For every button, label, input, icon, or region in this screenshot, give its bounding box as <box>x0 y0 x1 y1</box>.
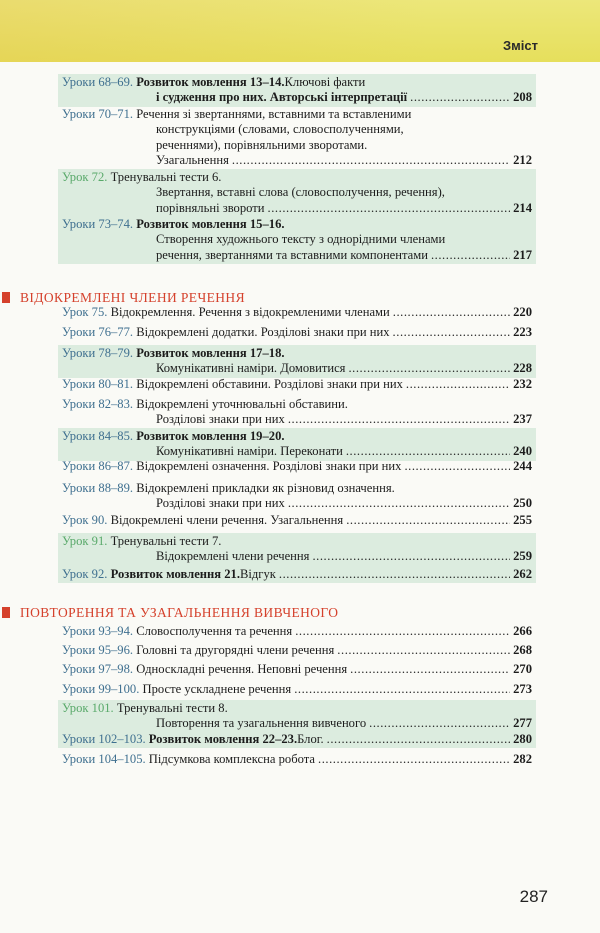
page-number: 287 <box>519 887 548 906</box>
header-shade <box>0 0 430 62</box>
entry-text: Звертання, вставні слова (словосполучення, речення), <box>156 185 445 200</box>
entry-text: Розвиток мовлення 22–23. <box>148 732 298 746</box>
entry-text: порівняльні звороти <box>156 200 265 215</box>
page-ref: 217 <box>513 247 532 262</box>
toc-entry <box>58 376 536 393</box>
lesson-label: Урок 75. <box>62 305 108 319</box>
entry-text: Словосполучення та речення <box>136 624 293 638</box>
entry-text: Розвиток мовлення 21. <box>110 567 240 581</box>
lesson-label: Уроки 73–74. <box>62 217 134 231</box>
entry-text: Тренувальні тести 6. <box>110 170 222 184</box>
lesson-label: Уроки 70–71. <box>62 107 134 121</box>
entry-line <box>62 201 532 216</box>
entry-text: Розвиток мовлення 19–20. <box>136 429 285 443</box>
toc-entry <box>58 304 536 321</box>
lesson-label: Уроки 99–100. <box>62 682 140 696</box>
toc-entry <box>58 681 536 698</box>
entry-line <box>62 122 532 137</box>
dot-leader <box>350 662 510 677</box>
entry-text: Розвиток мовлення 13–14. <box>136 75 285 89</box>
lesson-label: Уроки 88–89. <box>62 481 134 495</box>
section-title: ВІДОКРЕМЛЕНІ ЧЛЕНИ РЕЧЕННЯ <box>20 290 245 305</box>
entry-text: конструкціями (словами, словосполученнями, <box>156 122 404 137</box>
dot-leader <box>312 549 510 564</box>
section-title: ПОВТОРЕННЯ ТА УЗАГАЛЬНЕННЯ ВИВЧЕНОГО <box>20 605 339 620</box>
entry-line <box>62 185 532 200</box>
entry-line <box>62 217 532 232</box>
entry-line <box>62 429 532 444</box>
entry-text: Створення художнього тексту з однорідними членами <box>156 232 446 247</box>
header-bar <box>0 0 600 62</box>
lesson-label: Урок 90. <box>62 513 108 527</box>
lesson-label: Уроки 86–87. <box>62 459 134 473</box>
toc-entry <box>58 751 536 768</box>
lesson-label: Уроки 82–83. <box>62 397 134 411</box>
entry-line <box>62 481 532 496</box>
entry-text: Просте ускладнене речення <box>142 682 292 696</box>
entry-text: Відокремлені прикладки як різновид означення. <box>136 481 395 495</box>
entry-line <box>62 534 532 549</box>
page-ref: 250 <box>513 496 532 511</box>
page-ref: 240 <box>513 444 532 459</box>
entry-line <box>62 549 532 564</box>
lesson-label: Уроки 84–85. <box>62 429 134 443</box>
dot-leader <box>268 201 511 216</box>
entry-text: речення, звертаннями та вставними компонентами <box>156 247 428 262</box>
page-ref: 270 <box>513 662 532 676</box>
entry-line <box>62 716 532 731</box>
entry-line <box>62 232 532 247</box>
entry-line <box>62 346 532 361</box>
dot-leader <box>369 716 510 731</box>
entry-line <box>62 624 532 639</box>
toc-entry <box>58 512 536 529</box>
lesson-label: Урок 92. <box>62 567 108 581</box>
dot-leader <box>410 90 510 105</box>
dot-leader <box>294 682 510 697</box>
entry-text: Відокремлені члени речення <box>156 549 310 564</box>
entry-line <box>62 75 532 90</box>
toc-entry <box>58 700 536 733</box>
lesson-label: Урок 91. <box>62 534 108 548</box>
entry-text: Відокремлені члени речення. Узагальнення <box>110 513 344 527</box>
toc-entry <box>58 106 536 169</box>
page-ref: 259 <box>513 549 532 564</box>
dot-leader <box>232 153 510 168</box>
lesson-label: Уроки 97–98. <box>62 662 134 676</box>
page-ref: 212 <box>513 152 532 167</box>
toc-entry <box>58 345 536 378</box>
entry-text: Комунікативні наміри. Переконати <box>156 444 343 459</box>
dot-leader <box>288 412 510 427</box>
entry-line <box>62 412 532 427</box>
lesson-label: Урок 72. <box>62 170 108 184</box>
page-ref: 273 <box>513 682 532 696</box>
page-ref: 244 <box>513 459 532 473</box>
lesson-label: Уроки 76–77. <box>62 325 134 339</box>
dot-leader <box>288 496 510 511</box>
entry-text: і судження про них. Авторські інтерпретації <box>156 90 408 105</box>
toc-entry <box>58 661 536 678</box>
entry-text-tail: Відгук <box>240 567 276 581</box>
dot-leader <box>295 624 510 639</box>
entry-line <box>62 170 532 185</box>
toc-entry <box>58 642 536 659</box>
entry-line <box>62 643 532 658</box>
dot-leader <box>327 732 510 747</box>
page-ref: 255 <box>513 513 532 527</box>
entry-line <box>62 752 532 767</box>
entry-line <box>62 325 532 340</box>
toc-entry <box>58 533 536 566</box>
toc-entry <box>58 396 536 429</box>
page-ref: 266 <box>513 624 532 638</box>
entry-line <box>62 459 532 474</box>
entry-line <box>62 513 532 528</box>
dot-leader <box>279 567 510 582</box>
entry-line <box>62 107 532 122</box>
entry-text: Тренувальні тести 8. <box>116 701 228 715</box>
page-ref: 232 <box>513 377 532 391</box>
page-ref: 282 <box>513 752 532 766</box>
header-label: Зміст <box>503 38 538 53</box>
entry-text: Розвиток мовлення 17–18. <box>136 346 285 360</box>
entry-text: Односкладні речення. Неповні речення <box>136 662 348 676</box>
entry-line <box>62 662 532 677</box>
entry-text: Розділові знаки при них <box>156 496 285 511</box>
entry-text: Тренувальні тести 7. <box>110 534 222 548</box>
dot-leader <box>406 377 510 392</box>
lesson-label: Урок 101. <box>62 701 114 715</box>
entry-line <box>62 153 532 168</box>
entry-text: Розділові знаки при них <box>156 412 285 427</box>
entry-text-tail: Блог. <box>297 732 324 746</box>
entry-line <box>62 567 532 582</box>
page-ref: 262 <box>513 567 532 581</box>
entry-text: Розвиток мовлення 15–16. <box>136 217 285 231</box>
entry-text: Відокремлені уточнювальні обставини. <box>136 397 348 411</box>
entry-line <box>62 138 532 153</box>
lesson-label: Уроки 102–103. <box>62 732 146 746</box>
lesson-label: Уроки 80–81. <box>62 377 134 391</box>
entry-line <box>62 305 532 320</box>
entry-text: Відокремлені означення. Розділові знаки при них <box>136 459 402 473</box>
entry-line <box>62 90 532 105</box>
entry-line <box>62 377 532 392</box>
entry-line <box>62 248 532 263</box>
entry-text: Відокремлені додатки. Розділові знаки при них <box>136 325 390 339</box>
page-ref: 228 <box>513 361 532 376</box>
dot-leader <box>404 459 510 474</box>
entry-text: Підсумкова комплексна робота <box>148 752 315 766</box>
lesson-label: Уроки 93–94. <box>62 624 134 638</box>
entry-line <box>62 732 532 747</box>
toc-entry <box>58 324 536 341</box>
toc-entry <box>58 480 536 513</box>
page-ref: 237 <box>513 412 532 427</box>
toc-entry <box>58 566 536 583</box>
lesson-label: Уроки 104–105. <box>62 752 146 766</box>
entry-text: Відокремлені обставини. Розділові знаки при них <box>136 377 403 391</box>
entry-line <box>62 701 532 716</box>
entry-text: Повторення та узагальнення вивченого <box>156 716 367 731</box>
entry-line <box>62 361 532 376</box>
section-marker <box>2 292 10 303</box>
toc-entry <box>58 74 536 107</box>
page-ref: 277 <box>513 716 532 731</box>
entry-text: Речення зі звертаннями, вставними та вставленими <box>136 107 412 121</box>
dot-leader <box>337 643 510 658</box>
dot-leader <box>346 513 510 528</box>
page-ref: 268 <box>513 643 532 657</box>
lesson-label: Уроки 95–96. <box>62 643 134 657</box>
page-ref: 220 <box>513 305 532 319</box>
toc-entry <box>58 216 536 264</box>
toc-entry <box>58 169 536 217</box>
page-ref: 223 <box>513 325 532 339</box>
dot-leader <box>431 248 510 263</box>
entry-text: Комунікативні наміри. Домовитися <box>156 361 346 376</box>
entry-text-tail: Ключові факти <box>284 75 366 89</box>
toc-entry <box>58 623 536 640</box>
page-ref: 280 <box>513 732 532 746</box>
entry-text: Головні та другорядні члени речення <box>136 643 335 657</box>
entry-text: Узагальнення <box>156 152 229 167</box>
lesson-label: Уроки 78–79. <box>62 346 134 360</box>
toc-entry <box>58 428 536 461</box>
dot-leader <box>318 752 510 767</box>
entry-line <box>62 397 532 412</box>
section-header-review <box>0 603 600 623</box>
dot-leader <box>393 325 511 340</box>
entry-line <box>62 682 532 697</box>
toc-entry <box>58 731 536 748</box>
section-marker <box>2 607 10 618</box>
entry-text: Відокремлення. Речення з відокремленими членами <box>110 305 390 319</box>
entry-line <box>62 496 532 511</box>
page-ref: 214 <box>513 200 532 215</box>
lesson-label: Уроки 68–69. <box>62 75 134 89</box>
entry-text: реченнями), порівняльними зворотами. <box>156 137 368 152</box>
toc-entry <box>58 458 536 475</box>
page-ref: 208 <box>513 90 532 105</box>
dot-leader <box>348 361 510 376</box>
dot-leader <box>393 305 510 320</box>
